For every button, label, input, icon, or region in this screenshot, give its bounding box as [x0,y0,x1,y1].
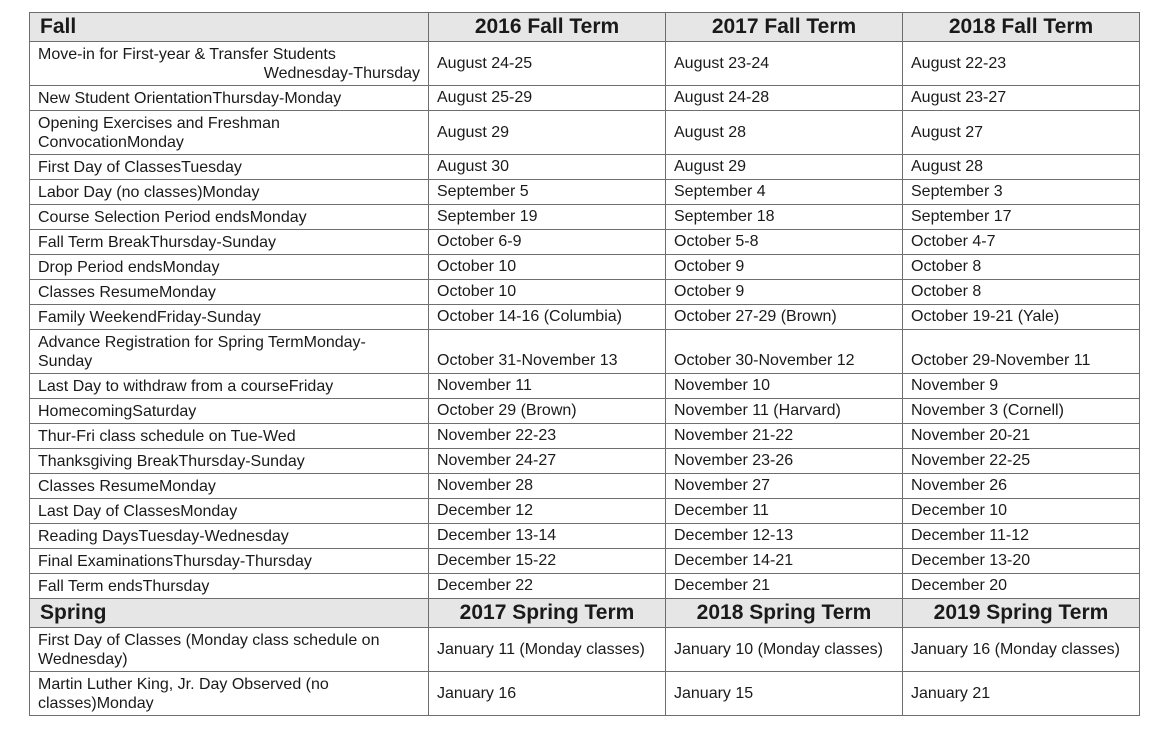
event-days: Monday [126,133,184,151]
date-cell: August 29 [666,155,903,180]
fall-section-title: Fall [30,13,429,42]
date-cell: December 12-13 [666,524,903,549]
date-cell: November 26 [903,474,1140,499]
event-days: Monday [158,477,216,495]
date-cell: September 5 [429,180,666,205]
fall-event-row [30,280,1140,305]
fall-event-row [30,305,1140,330]
event-cell [30,628,429,672]
date-cell: October 29-November 11 [903,330,1140,374]
event-cell [30,305,429,330]
fall-term-header: 2017 Fall Term [666,13,903,42]
date-cell: November 21-22 [666,424,903,449]
event-name: Fall Term ends [38,577,143,595]
spring-event-row [30,672,1140,716]
event-line [38,308,420,327]
academic-calendar-table [29,12,1140,716]
event-name: Opening Exercises and Freshman Convocation [38,114,280,151]
date-cell: December 21 [666,574,903,599]
date-cell: October 9 [666,280,903,305]
date-cell: November 27 [666,474,903,499]
date-cell: September 19 [429,205,666,230]
event-cell [30,86,429,111]
date-cell: October 19-21 (Yale) [903,305,1140,330]
date-cell: October 8 [903,280,1140,305]
date-cell: October 27-29 (Brown) [666,305,903,330]
event-name: Classes Resume [38,283,159,301]
date-cell: November 22-23 [429,424,666,449]
date-cell: September 17 [903,205,1140,230]
event-cell [30,205,429,230]
event-cell [30,474,429,499]
fall-event-row [30,499,1140,524]
date-cell: August 29 [429,111,666,155]
spring-term-header: 2019 Spring Term [903,599,1140,628]
event-name: First Day of Classes [38,158,182,176]
date-cell: November 9 [903,374,1140,399]
date-cell: October 14-16 (Columbia) [429,305,666,330]
date-cell: November 10 [666,374,903,399]
date-cell: December 15-22 [429,549,666,574]
event-name: Last Day of Classes [38,502,181,520]
event-name: Homecoming [38,402,133,420]
spring-term-header: 2017 Spring Term [429,599,666,628]
event-line [38,89,420,108]
date-cell: October 31-November 13 [429,330,666,374]
event-days: Friday [288,377,334,395]
event-line [38,552,420,571]
event-days: Saturday [132,402,197,420]
event-name: Labor Day (no classes) [38,183,203,201]
fall-event-row [30,230,1140,255]
event-days: Friday-Sunday [156,308,261,326]
date-cell: October 30-November 12 [666,330,903,374]
fall-event-row [30,574,1140,599]
event-name: Final Examinations [38,552,174,570]
event-name: Advance Registration for Spring Term [38,333,304,351]
date-cell: January 15 [666,672,903,716]
event-name: Classes Resume [38,477,159,495]
fall-event-row [30,205,1140,230]
event-name: Course Selection Period ends [38,208,250,226]
event-line [38,577,420,596]
date-cell: October 5-8 [666,230,903,255]
event-name: Fall Term Break [38,233,150,251]
fall-event-row [30,374,1140,399]
event-line [38,377,420,396]
event-cell [30,330,429,374]
date-cell: December 14-21 [666,549,903,574]
calendar-body [30,13,1140,716]
event-days: Thursday-Sunday [178,452,305,470]
event-cell [30,155,429,180]
spring-section-title: Spring [30,599,429,628]
fall-event-row [30,474,1140,499]
date-cell: December 11-12 [903,524,1140,549]
date-cell: October 9 [666,255,903,280]
date-cell: October 29 (Brown) [429,399,666,424]
event-days: Thursday-Sunday [149,233,277,251]
date-cell: August 28 [666,111,903,155]
date-cell: January 16 [429,672,666,716]
event-name: Last Day to withdraw from a course [38,377,289,395]
date-cell: December 13-20 [903,549,1140,574]
event-line [38,114,420,152]
fall-event-row [30,449,1140,474]
event-days: Monday [96,694,154,712]
date-cell: November 11 [429,374,666,399]
date-cell: January 16 (Monday classes) [903,628,1140,672]
date-cell: August 23-27 [903,86,1140,111]
event-cell [30,424,429,449]
event-days: Thursday-Thursday [173,552,312,570]
event-name: Thanksgiving Break [38,452,179,470]
event-cell [30,672,429,716]
date-cell: October 6-9 [429,230,666,255]
date-cell: October 4-7 [903,230,1140,255]
event-line [38,502,420,521]
event-cell [30,374,429,399]
date-cell: January 11 (Monday classes) [429,628,666,672]
date-cell: October 8 [903,255,1140,280]
event-name: New Student Orientation [38,89,213,107]
fall-event-row [30,330,1140,374]
event-cell [30,42,429,86]
fall-event-row [30,549,1140,574]
date-cell: November 20-21 [903,424,1140,449]
date-cell: November 11 (Harvard) [666,399,903,424]
event-cell [30,180,429,205]
date-cell: November 22-25 [903,449,1140,474]
event-line [38,183,420,202]
fall-term-header: 2016 Fall Term [429,13,666,42]
event-days: Thursday [142,577,210,595]
date-cell: December 13-14 [429,524,666,549]
date-cell: November 24-27 [429,449,666,474]
fall-event-row [30,255,1140,280]
date-cell: August 30 [429,155,666,180]
date-cell: September 3 [903,180,1140,205]
event-name: Family Weekend [38,308,157,326]
event-name: Drop Period ends [38,258,163,276]
event-cell [30,399,429,424]
event-line [38,333,420,371]
fall-event-row [30,42,1140,86]
event-line [38,675,420,713]
date-cell: September 18 [666,205,903,230]
event-name: Reading Days [38,527,139,545]
event-cell [30,549,429,574]
fall-event-row [30,424,1140,449]
date-cell: August 24-25 [429,42,666,86]
event-name: Move-in for First-year & Transfer Students [38,45,336,63]
event-days: Thursday-Monday [212,89,342,107]
spring-term-header: 2018 Spring Term [666,599,903,628]
date-cell: November 28 [429,474,666,499]
event-cell [30,230,429,255]
date-cell: September 4 [666,180,903,205]
event-name: Martin Luther King, Jr. Day Observed (no classes) [38,675,329,712]
event-cell [30,255,429,280]
event-days: Monday [158,283,216,301]
event-line [38,258,420,277]
event-days: Monday [249,208,307,226]
event-line [38,233,420,252]
date-cell: August 23-24 [666,42,903,86]
event-line [38,158,420,177]
event-line [38,631,420,669]
fall-event-row [30,180,1140,205]
event-cell [30,280,429,305]
fall-event-row [30,111,1140,155]
event-line [38,208,420,227]
date-cell: August 25-29 [429,86,666,111]
event-line [38,427,420,446]
event-line [38,402,420,421]
fall-event-row [30,86,1140,111]
event-cell [30,499,429,524]
date-cell: October 10 [429,280,666,305]
spring-event-row [30,628,1140,672]
event-days: Tuesday-Wednesday [138,527,289,545]
event-days: Monday [162,258,220,276]
fall-event-row [30,524,1140,549]
date-cell: January 21 [903,672,1140,716]
event-days: Monday-Sunday [38,333,366,370]
event-cell [30,524,429,549]
spring-header-row [30,599,1140,628]
date-cell: November 3 (Cornell) [903,399,1140,424]
fall-term-header: 2018 Fall Term [903,13,1140,42]
date-cell: December 10 [903,499,1140,524]
fall-event-row [30,399,1140,424]
date-cell: August 28 [903,155,1140,180]
fall-header-row [30,13,1140,42]
event-days: Monday [180,502,238,520]
event-days: Monday [202,183,260,201]
date-cell: December 22 [429,574,666,599]
event-line [38,452,420,471]
date-cell: August 24-28 [666,86,903,111]
fall-event-row [30,155,1140,180]
date-cell: January 10 (Monday classes) [666,628,903,672]
event-name: Thur-Fri class schedule on Tue-Wed [38,427,296,445]
event-line [38,477,420,496]
event-name: First Day of Classes (Monday class schedule on Wednesday) [38,631,380,668]
event-cell [30,449,429,474]
event-line [38,283,420,302]
date-cell: December 12 [429,499,666,524]
date-cell: December 20 [903,574,1140,599]
date-cell: August 27 [903,111,1140,155]
date-cell: December 11 [666,499,903,524]
event-cell [30,111,429,155]
date-cell: August 22-23 [903,42,1140,86]
event-days: Wednesday-Thursday [263,64,420,82]
event-line [38,527,420,546]
date-cell: November 23-26 [666,449,903,474]
date-cell: October 10 [429,255,666,280]
event-days: Tuesday [181,158,242,176]
event-cell [30,574,429,599]
